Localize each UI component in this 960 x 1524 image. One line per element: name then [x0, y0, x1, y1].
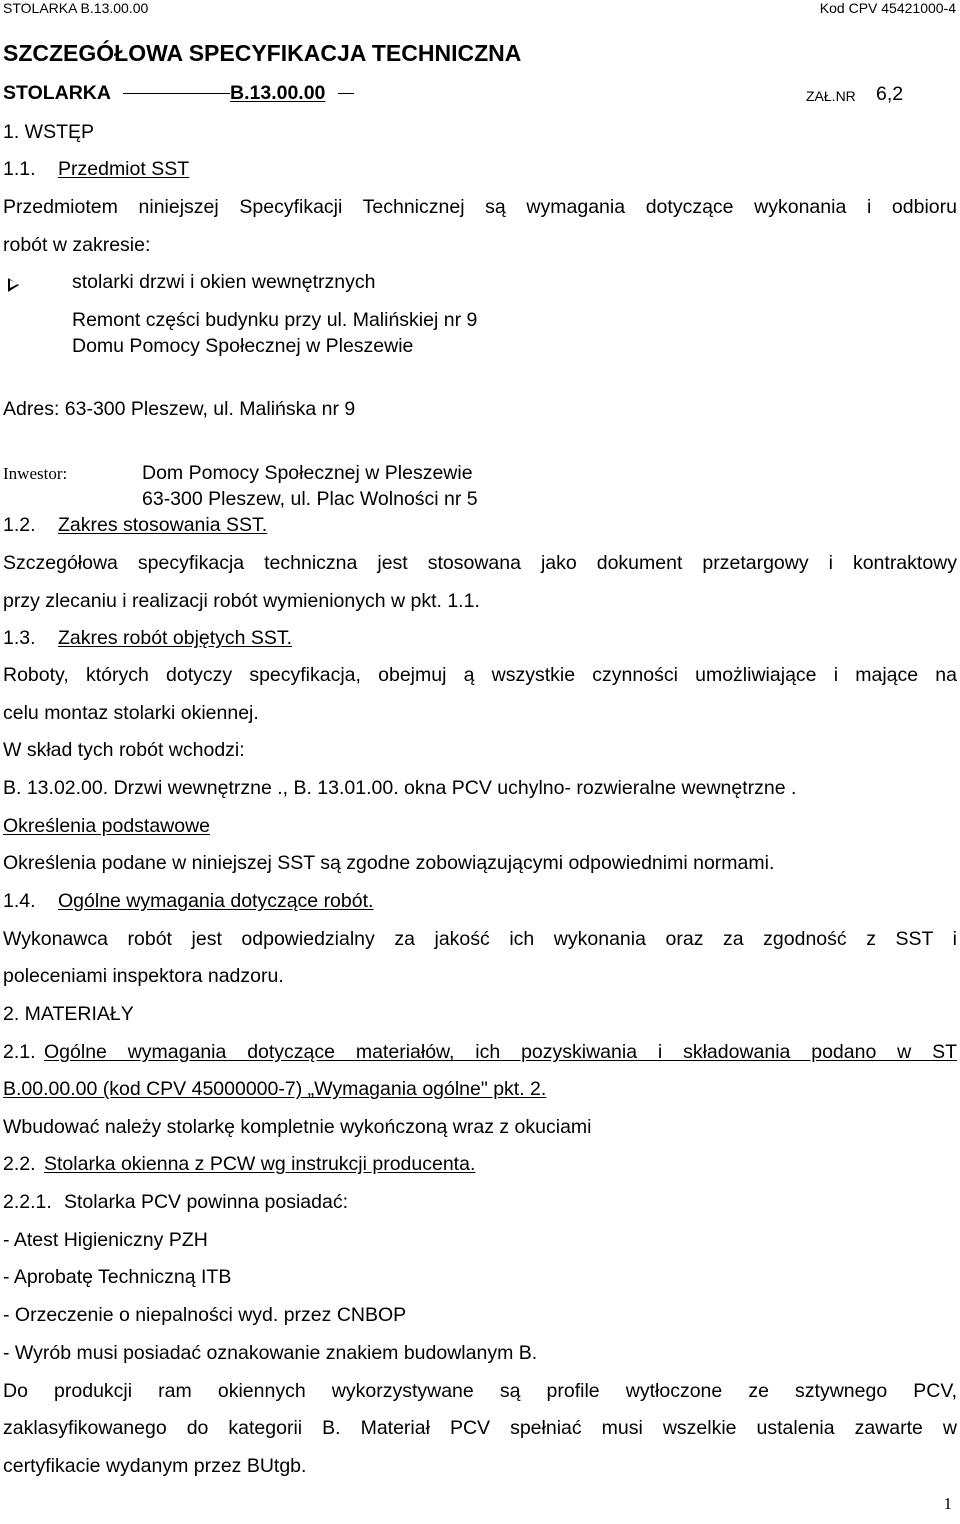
s14-line-2: poleceniami inspektora nadzoru.	[3, 965, 284, 987]
project-line-1: Remont części budynku przy ul. Malińskiej nr 9	[72, 309, 478, 331]
final-line-1: Do produkcji ram okiennych wykorzystywane są profile wytłoczone ze sztywnego PCV,	[3, 1380, 957, 1402]
investor-line-2: 63-300 Pleszew, ul. Plac Wolności nr 5	[142, 488, 478, 510]
investor-label: Inwestor:	[3, 464, 68, 483]
s12-line-1: Szczegółowa specyfikacja techniczna jest stosowana jako dokument przetargowy i kontraktowy	[3, 552, 957, 574]
section-1-3-number: 1.3.	[3, 627, 36, 649]
final-line-2: zaklasyfikowanego do kategorii B. Materiał PCV spełniać musi wszelkie ustalenia zawarte w	[3, 1417, 957, 1439]
subtitle-name: STOLARKA	[3, 82, 111, 104]
s13-line-1: Roboty, których dotyczy specyfikacja, obejmuj ą wszystkie czynności umożliwiające i mające na	[3, 664, 957, 686]
section-2-2-title: Stolarka okienna z PCW wg instrukcji producenta.	[44, 1153, 476, 1175]
subtitle-code: B.13.00.00	[230, 82, 326, 104]
attachment-label: ZAŁ.NR	[806, 88, 856, 104]
section-1-3-title: Zakres robót objętych SST.	[58, 627, 293, 649]
s13-line-2: celu montaz stolarki okiennej.	[3, 702, 259, 724]
running-header-left: STOLARKA B.13.00.00	[3, 0, 149, 16]
project-line-2: Domu Pomocy Społecznej w Pleszewie	[72, 335, 414, 357]
s21-line-1: Ogólne wymagania dotyczące materiałów, ich pozyskiwania i składowania podano w ST	[44, 1041, 957, 1063]
section-1-4-title: Ogólne wymagania dotyczące robót.	[58, 890, 374, 912]
subtitle-underline-tail	[338, 93, 354, 94]
intro-line-1: Przedmiotem niniejszej Specyfikacji Technicznej są wymagania dotyczące wykonania i odbioru	[3, 196, 957, 218]
section-1-2-title: Zakres stosowania SST.	[58, 514, 268, 536]
section-1-4-number: 1.4.	[3, 890, 36, 912]
definitions-heading: Określenia podstawowe	[3, 815, 211, 837]
s13-line-3: W skład tych robót wchodzi:	[3, 739, 245, 761]
s14-line-1: Wykonawca robót jest odpowiedzialny za jakość ich wykonania oraz za zgodność z SST i	[3, 928, 957, 950]
section-2-2-1-number: 2.2.1.	[3, 1191, 52, 1213]
document-title: SZCZEGÓŁOWA SPECYFIKACJA TECHNICZNA	[3, 40, 522, 66]
section-1-heading: 1. WSTĘP	[3, 121, 95, 143]
final-line-3: certyfikacie wydanym przez BUtgb.	[3, 1455, 307, 1477]
subtitle-underline-gap	[123, 93, 230, 94]
section-1-2-number: 1.2.	[3, 514, 36, 536]
section-1-1-title: Przedmiot SST	[58, 158, 190, 180]
s13-line-4: B. 13.02.00. Drzwi wewnętrzne ., B. 13.01.00. okna PCV uchylno- rozwieralne wewnętrzne .	[3, 777, 797, 799]
s12-line-2: przy zlecaniu i realizacji robót wymienionych w pkt. 1.1.	[3, 590, 480, 612]
section-2-2-1-title: Stolarka PCV powinna posiadać:	[64, 1191, 348, 1213]
section-2-1-number: 2.1.	[3, 1041, 36, 1063]
s21-line-2: B.00.00.00 (kod CPV 45000000-7) „Wymagania ogólne" pkt. 2.	[3, 1078, 547, 1100]
page-number: 1	[943, 1494, 952, 1513]
intro-line-2: robót w zakresie:	[3, 234, 151, 256]
investor-line-1: Dom Pomocy Społecznej w Pleszewie	[142, 462, 473, 484]
s21-line-3: Wbudować należy stolarkę kompletnie wykończoną wraz z okuciami	[3, 1116, 592, 1138]
section-2-2-number: 2.2.	[3, 1153, 36, 1175]
address-line: Adres: 63-300 Pleszew, ul. Malińska nr 9	[3, 398, 356, 420]
requirement-item: - Aprobatę Techniczną ITB	[3, 1266, 232, 1288]
section-2-heading: 2. MATERIAŁY	[3, 1003, 134, 1025]
requirement-item: - Wyrób musi posiadać oznakowanie znakiem budowlanym B.	[3, 1342, 538, 1364]
definitions-line: Określenia podane w niniejszej SST są zgodne zobowiązującymi odpowiednimi normami.	[3, 852, 775, 874]
attachment-number: 6,2	[876, 83, 904, 105]
section-1-1-number: 1.1.	[3, 158, 36, 180]
scope-bullet: stolarki drzwi i okien wewnętrznych	[72, 271, 376, 293]
requirement-item: - Orzeczenie o niepalności wyd. przez CNBOP	[3, 1304, 407, 1326]
bullet-arrow-icon	[8, 277, 24, 293]
requirement-item: - Atest Higieniczny PZH	[3, 1229, 208, 1251]
running-header-right: Kod CPV 45421000-4	[819, 0, 956, 16]
